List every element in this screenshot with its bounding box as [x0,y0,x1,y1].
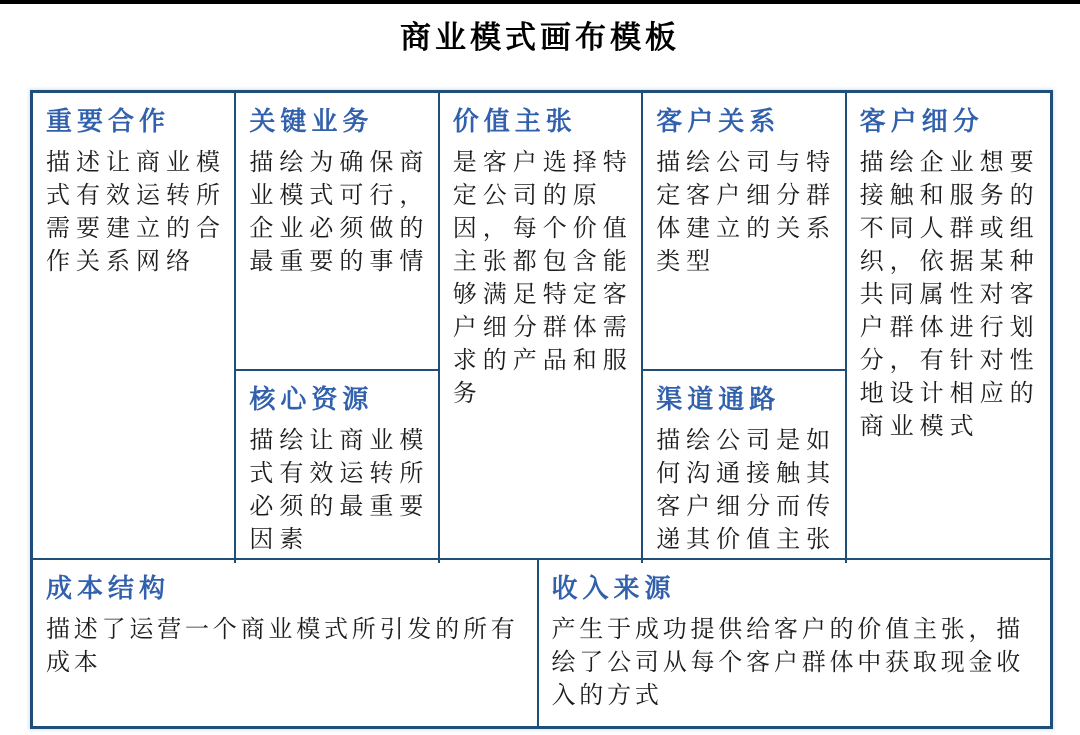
key-activities-body: 描绘为确保商业模式可行，企业必须做的最重要的事情 [249,149,430,275]
value-propositions-body: 是客户选择特定公司的原因，每个价值主张都包含能够满足特定客户细分群体需求的产品和服务 [452,149,633,408]
column-relationships-channels [643,93,846,563]
channels-body: 描绘公司是如何沟通接触其客户细分而传递其价值主张 [656,427,837,553]
key-partners-body: 描述让商业模式有效运转所需要建立的合作关系网络 [46,149,226,275]
channels-heading: 渠道通路 [656,385,781,414]
cell-cost-structure [33,560,539,726]
business-model-canvas [30,90,1053,729]
canvas-bottom-section [33,558,1050,726]
cell-key-activities [236,93,437,369]
cell-customer-segments [847,93,1050,563]
value-propositions-heading: 价值主张 [452,107,577,136]
cell-value-propositions [440,93,643,563]
customer-segments-body: 描绘企业想要接触和服务的不同人群或组织，依据某种共同属性对客户群体进行划分，有针对性地设计相应的商业模式 [859,149,1040,441]
revenue-streams-heading: 收入来源 [551,574,676,603]
top-border-bar [0,0,1080,4]
cell-customer-relationships [643,93,844,369]
cell-key-partners [33,93,236,563]
revenue-streams-body: 产生于成功提供给客户的价值主张，描绘了公司从每个客户群体中获取现金收入的方式 [551,616,1025,709]
cost-structure-heading: 成本结构 [46,574,171,603]
cell-channels [643,369,844,563]
key-activities-heading: 关键业务 [249,107,374,136]
customer-relationships-body: 描绘公司与特定客户细分群体建立的关系类型 [656,149,837,275]
key-partners-heading: 重要合作 [46,107,171,136]
cost-structure-body: 描述了运营一个商业模式所引发的所有成本 [46,616,519,676]
cell-revenue-streams [539,560,1050,726]
customer-segments-heading: 客户细分 [859,107,984,136]
key-resources-body: 描绘让商业模式有效运转所必须的最重要因素 [249,427,430,553]
column-activities-resources [236,93,439,563]
customer-relationships-heading: 客户关系 [656,107,781,136]
key-resources-heading: 核心资源 [249,385,374,414]
page-title: 商业模式画布模板 [400,20,680,55]
canvas-top-section [33,93,1050,558]
cell-key-resources [236,369,437,563]
